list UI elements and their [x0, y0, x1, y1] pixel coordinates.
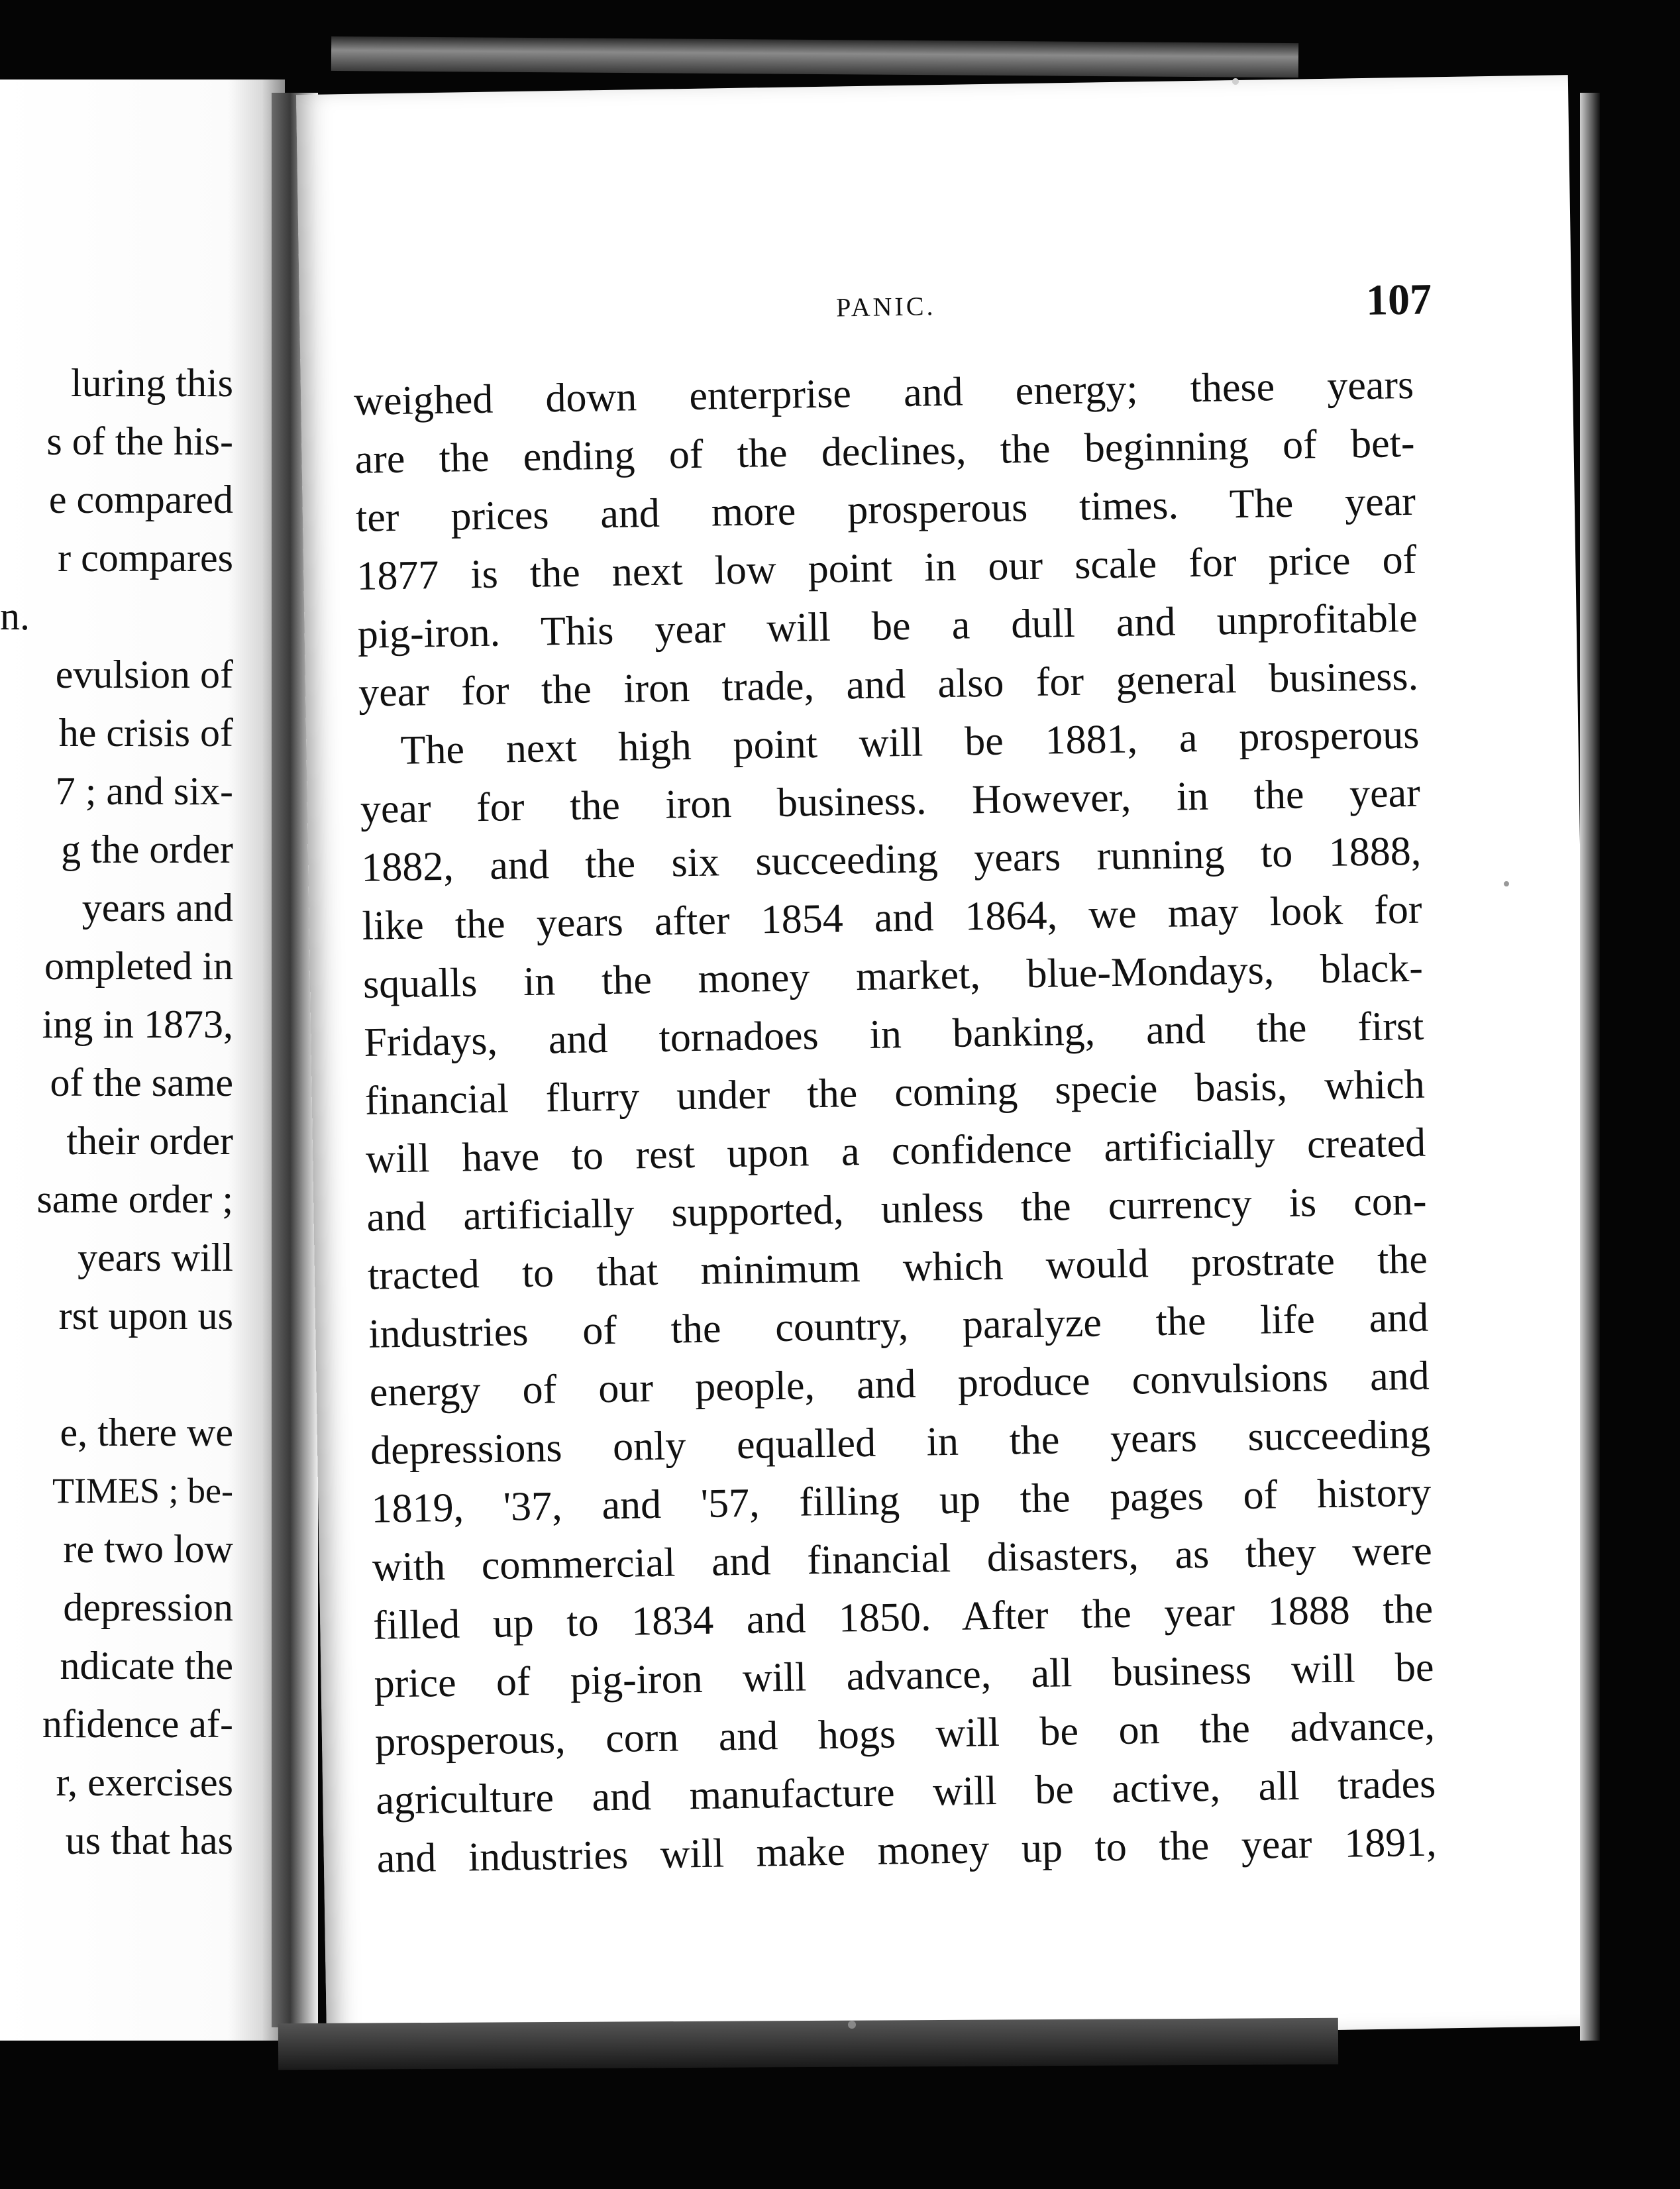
left-line: g the order [61, 828, 233, 871]
left-line: ndicate the [60, 1644, 233, 1687]
text-line: and industries will make money up to the year 1891, [376, 1819, 1438, 1882]
left-line: r compares [58, 536, 233, 580]
text-line: agriculture and manufacture will be active, all trades [375, 1761, 1436, 1823]
text-line: pig-iron. This year will be a dull and unprofitable [357, 595, 1418, 657]
left-line: r, exercises [56, 1760, 233, 1804]
text-line: are the ending of the declines, the beginning of bet- [354, 420, 1415, 482]
text-line: with commercial and financial disasters, as they were [372, 1528, 1433, 1590]
scan-speck [1232, 78, 1239, 85]
text-line: depressions only equalled in the years succeeding [370, 1411, 1431, 1473]
page-edge-shadow [1580, 93, 1600, 2041]
text-line: like the years after 1854 and 1864, we may look for [362, 886, 1423, 949]
left-line: nfidence af- [42, 1702, 233, 1746]
text-line: The next high point will be 1881, a prosperous [400, 712, 1420, 773]
right-page [296, 75, 1599, 2046]
text-line: 1882, and the six succeeding years running to 1888, [360, 828, 1422, 890]
left-line: us that has [65, 1819, 233, 1862]
left-line: e, there we [60, 1411, 233, 1454]
left-line: their order [66, 1119, 233, 1163]
text-line: financial flurry under the coming specie basis, which [364, 1061, 1426, 1124]
text-line: industries of the country, paralyze the life and [368, 1295, 1429, 1357]
left-line: evulsion of [55, 653, 233, 696]
left-line-blank [0, 1345, 233, 1403]
left-line: years and [81, 886, 233, 930]
text-line: tracted to that minimum which would prostrate the [367, 1236, 1428, 1299]
text-line: squalls in the money market, blue-Mondays, black- [362, 945, 1424, 1007]
scan-speck [848, 2021, 856, 2029]
left-line: luring this [70, 361, 233, 405]
text-line: and artificially supported, unless the currency is con- [366, 1178, 1427, 1240]
text-line: year for the iron business. However, in the year [360, 770, 1421, 832]
left-line: of the same [50, 1061, 233, 1104]
text-line: energy of our people, and produce convulsions and [369, 1353, 1430, 1415]
left-line: ompleted in [44, 944, 233, 988]
book-top-edge [331, 36, 1298, 78]
text-line: 1877 is the next low point in our scale for price of [356, 537, 1417, 599]
text-line: year for the iron trade, and also for general business. [358, 653, 1419, 716]
left-line: same order ; [36, 1177, 233, 1221]
text-line: prosperous, corn and hogs will be on the advance, [374, 1703, 1436, 1765]
text-line: filled up to 1834 and 1850. After the year 1888 the [372, 1586, 1434, 1648]
text-line: 1819, '37, and '57, filling up the pages of history [370, 1469, 1432, 1532]
left-line: TIMES ; be- [52, 1471, 233, 1511]
left-line: e compared [48, 478, 233, 521]
text-line: weighed down enterprise and energy; these years [353, 362, 1414, 424]
left-facing-page [0, 80, 285, 2041]
text-line: price of pig-iron will advance, all business will be [374, 1644, 1435, 1707]
left-line: years will [78, 1236, 233, 1279]
text-line: ter prices and more prosperous times. The year [355, 478, 1416, 541]
left-line: ing in 1873, [42, 1002, 233, 1046]
body-text [354, 356, 1438, 1888]
left-line: s of the his- [46, 419, 233, 463]
scan-speck [1504, 881, 1509, 886]
left-line: n. [0, 594, 30, 638]
left-line: re two low [63, 1527, 233, 1571]
book-bottom-edge [278, 2018, 1338, 2070]
left-line: 7 ; and six- [55, 769, 233, 813]
text-line: will have to rest upon a confidence artificially created [365, 1120, 1426, 1182]
left-line: depression [63, 1585, 233, 1629]
left-line: rst upon us [58, 1294, 233, 1338]
left-page-text [0, 354, 233, 1870]
running-head [299, 275, 1571, 325]
text-line: Fridays, and tornadoes in banking, and the first [363, 1003, 1424, 1065]
running-head-title: PANIC. [835, 291, 936, 323]
left-line: he crisis of [58, 711, 233, 755]
page-number: 107 [1365, 275, 1432, 325]
